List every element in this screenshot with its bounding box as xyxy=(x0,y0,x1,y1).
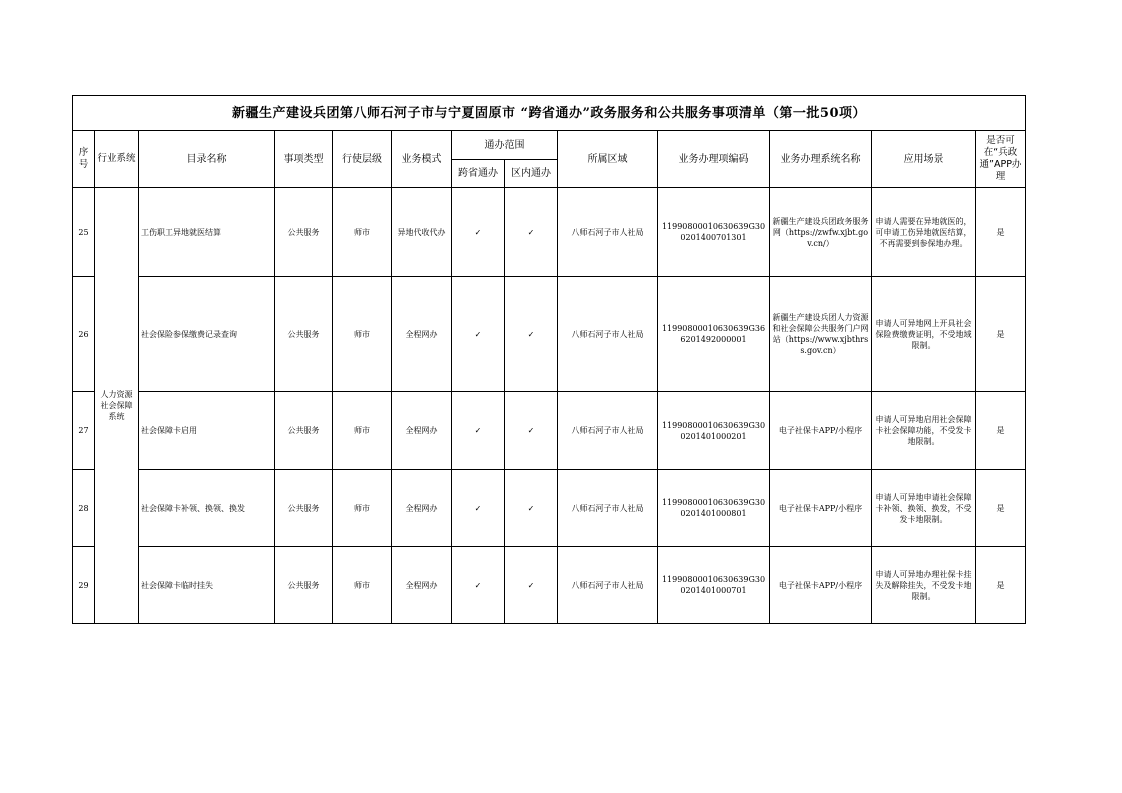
cell-code: 11990800010630639G366201492000001 xyxy=(658,277,770,392)
cell-mode: 全程网办 xyxy=(392,470,452,547)
header-type: 事项类型 xyxy=(275,131,333,188)
cell-cross-check: ✓ xyxy=(452,392,505,470)
cell-region-check: ✓ xyxy=(505,547,558,624)
table-row xyxy=(73,547,1026,624)
cell-level: 师市 xyxy=(333,470,392,547)
cell-seq: 26 xyxy=(73,277,95,392)
cell-type: 公共服务 xyxy=(275,277,333,392)
cell-region-check: ✓ xyxy=(505,188,558,277)
cell-mode: 异地代收代办 xyxy=(392,188,452,277)
cell-type: 公共服务 xyxy=(275,547,333,624)
cell-type: 公共服务 xyxy=(275,470,333,547)
table-row xyxy=(73,470,1026,547)
cell-code: 11990800010630639G300201401000801 xyxy=(658,470,770,547)
cell-code: 11990800010630639G300201401000201 xyxy=(658,392,770,470)
cell-app: 是 xyxy=(976,470,1026,547)
cell-level: 师市 xyxy=(333,188,392,277)
cell-area: 八师石河子市人社局 xyxy=(558,547,658,624)
cell-cross-check: ✓ xyxy=(452,470,505,547)
cell-scene: 申请人可异地办理社保卡挂失及解除挂失，不受发卡地限制。 xyxy=(872,547,976,624)
cell-region-check: ✓ xyxy=(505,470,558,547)
cell-system: 新疆生产建设兵团人力资源和社会保障公共服务门户网站（https://www.xjbthrss.gov.cn） xyxy=(770,277,872,392)
cell-cross-check: ✓ xyxy=(452,277,505,392)
header-app: 是否可在“兵政通”APP办理 xyxy=(976,131,1026,188)
cell-type: 公共服务 xyxy=(275,392,333,470)
cell-system: 新疆生产建设兵团政务服务网（https://zwfw.xjbt.gov.cn/） xyxy=(770,188,872,277)
cell-region-check: ✓ xyxy=(505,392,558,470)
header-scope-region: 区内通办 xyxy=(505,160,558,188)
table-row xyxy=(73,188,1026,277)
cell-level: 师市 xyxy=(333,392,392,470)
cell-area: 八师石河子市人社局 xyxy=(558,470,658,547)
cell-catalog: 社会保险参保缴费记录查询 xyxy=(139,277,275,392)
header-level: 行使层级 xyxy=(333,131,392,188)
table-row xyxy=(73,277,1026,392)
header-mode: 业务模式 xyxy=(392,131,452,188)
cell-area: 八师石河子市人社局 xyxy=(558,188,658,277)
cell-system: 电子社保卡APP/小程序 xyxy=(770,392,872,470)
cell-seq: 25 xyxy=(73,188,95,277)
title-row xyxy=(73,96,1026,131)
cell-area: 八师石河子市人社局 xyxy=(558,392,658,470)
cell-scene: 申请人需要在异地就医的，可申请工伤异地就医结算，不再需要到参保地办理。 xyxy=(872,188,976,277)
cell-region-check: ✓ xyxy=(505,277,558,392)
cell-scene: 申请人可异地申请社会保障卡补领、换领、换发，不受发卡地限制。 xyxy=(872,470,976,547)
header-scene: 应用场景 xyxy=(872,131,976,188)
cell-system: 电子社保卡APP/小程序 xyxy=(770,547,872,624)
header-industry: 行业系统 xyxy=(95,131,139,188)
header-catalog: 目录名称 xyxy=(139,131,275,188)
table-row xyxy=(73,392,1026,470)
cell-catalog: 社会保障卡启用 xyxy=(139,392,275,470)
cell-level: 师市 xyxy=(333,277,392,392)
cell-code: 11990800010630639G300201401000701 xyxy=(658,547,770,624)
cell-scene: 申请人可异地启用社会保障卡社会保障功能，不受发卡地限制。 xyxy=(872,392,976,470)
cell-mode: 全程网办 xyxy=(392,547,452,624)
cell-industry-group: 人力资源社会保障系统 xyxy=(95,188,139,624)
cell-catalog: 社会保障卡补领、换领、换发 xyxy=(139,470,275,547)
cell-cross-check: ✓ xyxy=(452,547,505,624)
cell-app: 是 xyxy=(976,547,1026,624)
cell-app: 是 xyxy=(976,188,1026,277)
header-seq: 序号 xyxy=(73,131,95,188)
header-scope-cross: 跨省通办 xyxy=(452,160,505,188)
cell-seq: 29 xyxy=(73,547,95,624)
table-title: 新疆生产建设兵团第八师石河子市与宁夏固原市 “跨省通办”政务服务和公共服务事项清单（第一批50项） xyxy=(73,96,1026,131)
cell-catalog: 社会保障卡临时挂失 xyxy=(139,547,275,624)
cell-area: 八师石河子市人社局 xyxy=(558,277,658,392)
cell-code: 11990800010630639G300201400701301 xyxy=(658,188,770,277)
header-row xyxy=(73,131,1026,160)
cell-scene: 申请人可异地网上开具社会保险费缴费证明，不受地域限制。 xyxy=(872,277,976,392)
cell-cross-check: ✓ xyxy=(452,188,505,277)
cell-seq: 27 xyxy=(73,392,95,470)
header-area: 所属区域 xyxy=(558,131,658,188)
cell-type: 公共服务 xyxy=(275,188,333,277)
service-list-table xyxy=(72,95,1026,624)
header-code: 业务办理项编码 xyxy=(658,131,770,188)
cell-catalog: 工伤职工异地就医结算 xyxy=(139,188,275,277)
cell-seq: 28 xyxy=(73,470,95,547)
cell-mode: 全程网办 xyxy=(392,392,452,470)
cell-mode: 全程网办 xyxy=(392,277,452,392)
cell-app: 是 xyxy=(976,277,1026,392)
cell-level: 师市 xyxy=(333,547,392,624)
cell-app: 是 xyxy=(976,392,1026,470)
header-scope: 通办范围 xyxy=(452,131,558,160)
cell-system: 电子社保卡APP/小程序 xyxy=(770,470,872,547)
header-system: 业务办理系统名称 xyxy=(770,131,872,188)
